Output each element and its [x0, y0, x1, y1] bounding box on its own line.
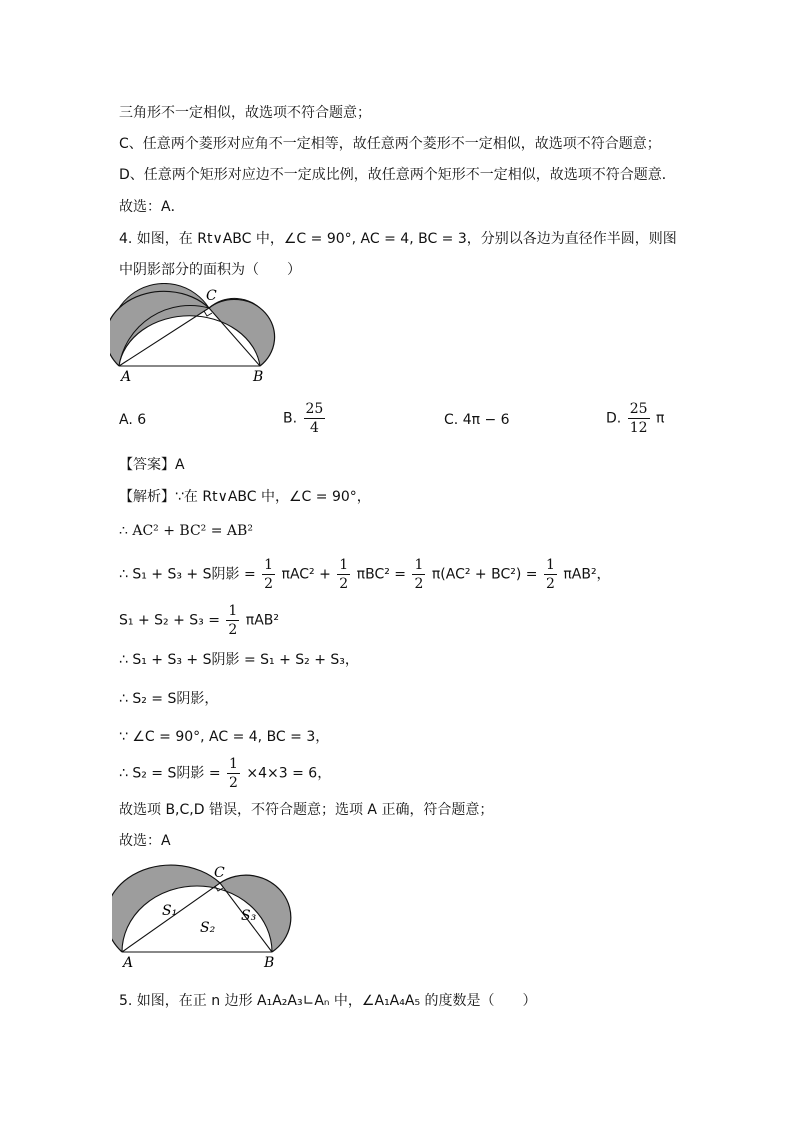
half-numerator: 1	[414, 557, 424, 573]
analysis-line-3-term-1: πAC² +	[281, 566, 336, 583]
question-5: 5. 如图，在正 n 边形 A₁A₂A₃∟Aₙ 中，∠A₁A₄A₅ 的度数是（ ）	[119, 993, 537, 1009]
option-a-letter: A.	[119, 412, 133, 428]
answer-label: 【答案】A	[119, 457, 185, 473]
analysis-line-6: ∴ S₂ = S阴影，	[119, 691, 219, 707]
figure-2-label-b: B	[264, 955, 275, 971]
analysis-line-4-end: πAB²	[245, 612, 279, 629]
figure-2-label-c: C	[214, 865, 225, 881]
option-b-denominator: 4	[309, 420, 319, 436]
option-b	[283, 400, 327, 437]
option-d-suffix: π	[655, 410, 665, 427]
option-d-numerator: 25	[629, 401, 648, 417]
analysis-line-4	[119, 602, 279, 639]
analysis-line-10: 故选：A	[119, 833, 171, 849]
figure-1-label-b: B	[253, 369, 264, 383]
figure-2-semicircles	[112, 860, 312, 975]
option-b-fraction	[304, 400, 326, 437]
analysis-line-9: 故选项 B,C,D 错误，不符合题意；选项 A 正确，符合题意；	[119, 802, 494, 818]
figure-2-label-a: A	[123, 955, 134, 971]
analysis-line-7: ∵ ∠C = 90°, AC = 4, BC = 3，	[119, 729, 330, 745]
analysis-line-8-prefix: ∴ S₂ = S阴影 =	[119, 765, 226, 782]
analysis-line-3-prefix: ∴ S₁ + S₃ + S阴影 =	[119, 566, 261, 583]
option-b-letter: B.	[283, 410, 298, 427]
option-c-letter: C.	[444, 412, 459, 428]
analysis-line-3-term-3: π(AC² + BC²) =	[431, 566, 542, 583]
option-d-letter: D.	[606, 410, 622, 427]
analysis-line-3-term-2: πBC² =	[356, 566, 411, 583]
option-a	[119, 410, 146, 430]
option-d-fraction	[628, 400, 650, 437]
analysis-line-3	[119, 556, 611, 593]
analysis-line-4-prefix: S₁ + S₂ + S₃ =	[119, 612, 225, 629]
half-numerator: 1	[229, 756, 238, 772]
analysis-line-2: ∴ AC² + BC² = AB²	[119, 523, 253, 539]
half-denominator: 2	[228, 622, 238, 638]
half-numerator: 1	[339, 557, 349, 573]
figure-2-label-s2: S₂	[200, 920, 216, 936]
analysis-line-5: ∴ S₁ + S₃ + S阴影 = S₁ + S₂ + S₃，	[119, 652, 359, 668]
half-denominator: 2	[229, 775, 238, 791]
figure-1-label-c: C	[206, 288, 217, 304]
option-b-numerator: 25	[305, 401, 324, 417]
text-line-1: 三角形不一定相似，故选项不符合题意；	[119, 105, 371, 121]
half-denominator: 2	[264, 576, 274, 592]
half-numerator: 1	[264, 557, 274, 573]
option-d-denominator: 12	[629, 420, 648, 436]
option-c	[444, 410, 510, 430]
text-line-3: D、任意两个矩形对应边不一定成比例，故任意两个矩形不一定相似，故选项不符合题意．	[119, 167, 676, 183]
half-denominator: 2	[339, 576, 349, 592]
figure-1-label-a: A	[121, 369, 132, 383]
analysis-line-8-end: ×4×3 = 6，	[246, 765, 332, 782]
text-line-2: C、任意两个菱形对应角不一定相等，故任意两个菱形不一定相似，故选项不符合题意；	[119, 136, 661, 152]
question-4-line-1: 4. 如图，在 Rt∨ABC 中，∠C = 90°, AC = 4, BC = 3，分别以各边为直径作半圆，则图	[119, 231, 677, 247]
figure-2-label-s1: S₁	[162, 903, 178, 919]
half-numerator: 1	[228, 603, 238, 619]
figure-1-semicircles	[110, 283, 290, 383]
half-denominator: 2	[414, 576, 424, 592]
half-denominator: 2	[545, 576, 555, 592]
text-line-4: 故选：A．	[119, 199, 185, 215]
option-c-value: 4π − 6	[462, 412, 510, 428]
analysis-line-8	[119, 755, 331, 792]
figure-2-label-s3: S₃	[241, 908, 257, 924]
analysis-line-3-end: πAB²，	[563, 566, 611, 583]
question-4-line-2: 中阴影部分的面积为（ ）	[119, 262, 301, 278]
analysis-line-1: 【解析】∵在 Rt∨ABC 中，∠C = 90°，	[119, 489, 371, 505]
option-d	[606, 400, 664, 437]
option-a-value: 6	[137, 412, 147, 428]
half-numerator: 1	[545, 557, 555, 573]
